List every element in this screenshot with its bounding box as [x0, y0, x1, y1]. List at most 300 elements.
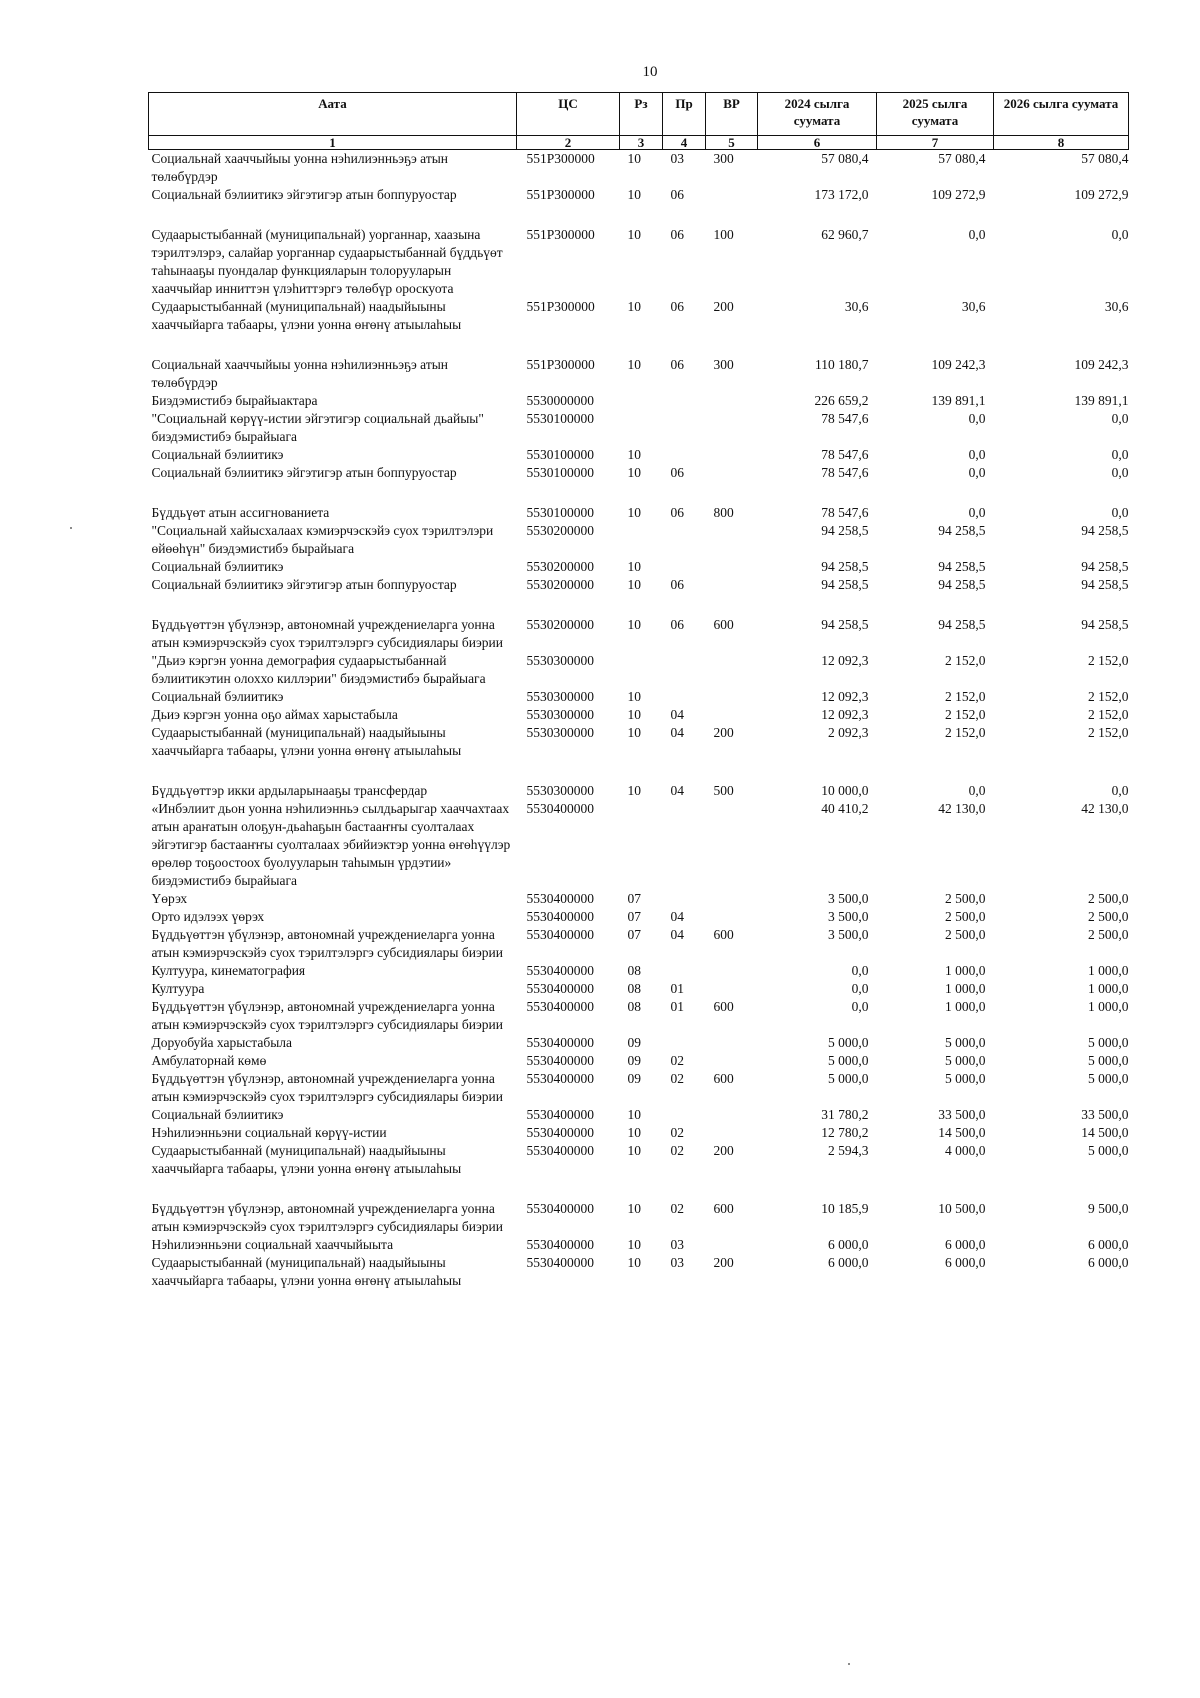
- table-row: [149, 186, 1129, 226]
- table-row: [149, 1236, 1129, 1254]
- row-rz-cell: 10: [627, 505, 641, 520]
- row-rz-cell: 10: [627, 577, 641, 592]
- row-rz-cell: 10: [627, 1107, 641, 1122]
- row-cs-cell: 5530400000: [526, 1053, 594, 1068]
- row-2025-cell: 1 000,0: [945, 963, 986, 978]
- row-name-cell: "Социальнай хайысхалаах кэмиэрчэскэйэ суох тэрилтэлэри өйөөһүн" биэдэмистибэ бырайыага: [151, 523, 494, 556]
- row-2026-cell: 1 000,0: [1088, 963, 1129, 978]
- column-number: 1: [149, 136, 517, 150]
- row-pr-cell: 02: [670, 1071, 684, 1086]
- row-2026-cell: 109 272,9: [1074, 187, 1129, 202]
- row-name-cell: Социальнай бэлиитикэ эйгэтигэр атын боппуруостар: [151, 187, 457, 202]
- row-pr-cell: [663, 1106, 706, 1124]
- row-vr-cell: [706, 1034, 758, 1052]
- row-pr-cell: 01: [670, 981, 684, 996]
- row-2024-cell: 30,6: [844, 299, 869, 314]
- row-cs-cell: 5530400000: [526, 1143, 594, 1158]
- row-name-cell: Социальнай бэлиитикэ: [151, 689, 284, 704]
- table-row: [149, 980, 1129, 998]
- row-pr-cell: 02: [670, 1143, 684, 1158]
- row-cs-cell: 5530100000: [526, 411, 594, 426]
- row-rz-cell: 10: [627, 227, 641, 242]
- row-vr-cell: 100: [713, 227, 734, 242]
- row-rz-cell: 10: [627, 1125, 641, 1140]
- row-2026-cell: 94 258,5: [1081, 559, 1129, 574]
- row-2024-cell: 12 092,3: [821, 653, 869, 668]
- row-vr-cell: [706, 1052, 758, 1070]
- row-pr-cell: 06: [670, 505, 684, 520]
- row-cs-cell: 5530300000: [526, 689, 594, 704]
- header-row: [149, 93, 1129, 136]
- table-row: [149, 652, 1129, 688]
- row-2024-cell: 2 594,3: [828, 1143, 869, 1158]
- row-cs-cell: 5530400000: [526, 1237, 594, 1252]
- row-cs-cell: 5530400000: [526, 1035, 594, 1050]
- row-rz-cell: 09: [627, 1035, 641, 1050]
- row-cs-cell: 5530300000: [526, 783, 594, 798]
- row-2024-cell: 31 780,2: [821, 1107, 869, 1122]
- row-cs-cell: 5530400000: [526, 1107, 594, 1122]
- row-rz-cell: 10: [627, 151, 641, 166]
- row-name-cell: Бүддьүөттэн үбүлэнэр, автономнай учреждениеларга уонна атын кэмиэрчэскэйэ суох тэрилтэлэргэ субсидиялары биэрии: [151, 1201, 503, 1234]
- row-pr-cell: [663, 522, 706, 558]
- column-number: 7: [877, 136, 994, 150]
- table-row: [149, 410, 1129, 446]
- row-rz-cell: 10: [627, 465, 641, 480]
- row-cs-cell: 5530200000: [526, 559, 594, 574]
- row-cs-cell: 5530400000: [526, 1255, 594, 1270]
- row-2025-cell: 109 242,3: [931, 357, 986, 372]
- row-2025-cell: 109 272,9: [931, 187, 986, 202]
- row-2025-cell: 14 500,0: [938, 1125, 986, 1140]
- table-body: [149, 150, 1129, 1291]
- row-name-cell: Судаарыстыбаннай (муниципальнай) наадыйыыны хааччыйарга табаары, үлэни уонна өҥөнү атыылаһыы: [151, 1255, 462, 1288]
- row-vr-cell: 600: [713, 617, 734, 632]
- row-2024-cell: 78 547,6: [821, 411, 869, 426]
- row-name-cell: Социальнай бэлиитикэ: [151, 559, 284, 574]
- table-row: [149, 962, 1129, 980]
- row-rz-cell: 10: [627, 689, 641, 704]
- row-2026-cell: 6 000,0: [1088, 1237, 1129, 1252]
- column-number: 2: [517, 136, 620, 150]
- row-rz-cell: 10: [627, 783, 641, 798]
- row-vr-cell: 600: [713, 927, 734, 942]
- row-2026-cell: 5 000,0: [1088, 1035, 1129, 1050]
- header-name: Аата: [149, 93, 517, 136]
- row-rz-cell: 07: [627, 927, 641, 942]
- row-rz-cell: 09: [627, 1071, 641, 1086]
- row-2026-cell: 30,6: [1104, 299, 1129, 314]
- row-pr-cell: [663, 800, 706, 890]
- row-cs-cell: 5530100000: [526, 447, 594, 462]
- row-2024-cell: 12 092,3: [821, 707, 869, 722]
- row-vr-cell: [706, 410, 758, 446]
- row-name-cell: Нэһилиэнньэни социальнай көрүү-истии: [151, 1125, 387, 1140]
- row-2025-cell: 30,6: [961, 299, 986, 314]
- row-2024-cell: 3 500,0: [828, 927, 869, 942]
- row-name-cell: Социальнай хааччыйыы уонна нэһилиэнньэҕэ атын төлөбүрдэр: [151, 151, 449, 184]
- row-vr-cell: [706, 446, 758, 464]
- row-cs-cell: 551Р300000: [526, 151, 595, 166]
- table-row: [149, 504, 1129, 522]
- row-2024-cell: 62 960,7: [821, 227, 869, 242]
- row-2024-cell: 12 780,2: [821, 1125, 869, 1140]
- row-rz-cell: 10: [627, 299, 641, 314]
- row-2026-cell: 5 000,0: [1088, 1071, 1129, 1086]
- row-2026-cell: 109 242,3: [1074, 357, 1129, 372]
- row-name-cell: Амбулаторнай көмө: [151, 1053, 267, 1068]
- row-name-cell: Нэһилиэнньэни социальнай хааччыйыыта: [151, 1237, 394, 1252]
- table-row: [149, 522, 1129, 558]
- row-2024-cell: 94 258,5: [821, 617, 869, 632]
- row-cs-cell: 5530400000: [526, 1125, 594, 1140]
- row-rz-cell: 07: [627, 909, 641, 924]
- row-2025-cell: 1 000,0: [945, 981, 986, 996]
- table-row: [149, 392, 1129, 410]
- row-2026-cell: 2 152,0: [1088, 689, 1129, 704]
- table-row: [149, 464, 1129, 504]
- row-2025-cell: 4 000,0: [945, 1143, 986, 1158]
- row-2025-cell: 94 258,5: [938, 559, 986, 574]
- row-cs-cell: 5530000000: [526, 393, 594, 408]
- row-2025-cell: 5 000,0: [945, 1071, 986, 1086]
- row-cs-cell: 5530200000: [526, 617, 594, 632]
- row-2025-cell: 5 000,0: [945, 1053, 986, 1068]
- column-number: 3: [620, 136, 663, 150]
- row-name-cell: "Социальнай көрүү-истии эйгэтигэр социальнай дьайыы" биэдэмистибэ бырайыага: [151, 411, 484, 444]
- row-name-cell: Бүддьүөттэн үбүлэнэр, автономнай учреждениеларга уонна атын кэмиэрчэскэйэ суох тэрилтэлэргэ субсидиялары биэрии: [151, 999, 503, 1032]
- row-cs-cell: 5530300000: [526, 725, 594, 740]
- budget-table-container: [148, 92, 1128, 1290]
- row-cs-cell: 5530300000: [526, 653, 594, 668]
- table-row: [149, 908, 1129, 926]
- row-pr-cell: 02: [670, 1125, 684, 1140]
- header-2026: 2026 сылга суумата: [994, 93, 1129, 136]
- budget-table: [148, 92, 1129, 1290]
- row-vr-cell: 600: [713, 1071, 734, 1086]
- row-cs-cell: 5530400000: [526, 963, 594, 978]
- row-2024-cell: 78 547,6: [821, 447, 869, 462]
- table-row: [149, 1070, 1129, 1106]
- row-name-cell: Бүддьүөт атын ассигнованиета: [151, 505, 330, 520]
- row-2025-cell: 1 000,0: [945, 999, 986, 1014]
- table-row: [149, 150, 1129, 187]
- row-2024-cell: 3 500,0: [828, 891, 869, 906]
- row-cs-cell: 5530400000: [526, 909, 594, 924]
- row-pr-cell: 04: [670, 927, 684, 942]
- row-vr-cell: [706, 890, 758, 908]
- column-number: 6: [758, 136, 877, 150]
- row-vr-cell: [706, 522, 758, 558]
- row-pr-cell: 06: [670, 187, 684, 202]
- row-2025-cell: 0,0: [968, 411, 986, 426]
- row-rz-cell: [620, 392, 663, 410]
- row-vr-cell: 600: [713, 999, 734, 1014]
- row-rz-cell: [620, 800, 663, 890]
- row-2026-cell: 139 891,1: [1074, 393, 1129, 408]
- row-2025-cell: 2 500,0: [945, 909, 986, 924]
- row-rz-cell: 08: [627, 999, 641, 1014]
- row-vr-cell: [706, 464, 758, 504]
- table-row: [149, 706, 1129, 724]
- row-pr-cell: 03: [670, 1255, 684, 1270]
- row-pr-cell: [663, 392, 706, 410]
- row-name-cell: Социальнай бэлиитикэ: [151, 1107, 284, 1122]
- table-row: [149, 782, 1129, 800]
- row-pr-cell: 02: [670, 1201, 684, 1216]
- header-cs: ЦС: [517, 93, 620, 136]
- row-name-cell: Судаарыстыбаннай (муниципальнай) наадыйыыны хааччыйарга табаары, үлэни уонна өҥөнү атыылаһыы: [151, 299, 462, 332]
- row-2025-cell: 33 500,0: [938, 1107, 986, 1122]
- row-2025-cell: 57 080,4: [938, 151, 986, 166]
- row-rz-cell: 08: [627, 963, 641, 978]
- row-2024-cell: 94 258,5: [821, 559, 869, 574]
- row-pr-cell: [663, 962, 706, 980]
- row-vr-cell: [706, 688, 758, 706]
- row-cs-cell: 5530400000: [526, 999, 594, 1014]
- row-2026-cell: 33 500,0: [1081, 1107, 1129, 1122]
- row-rz-cell: 10: [627, 725, 641, 740]
- row-2026-cell: 2 152,0: [1088, 653, 1129, 668]
- row-2025-cell: 2 152,0: [945, 725, 986, 740]
- row-pr-cell: 06: [670, 227, 684, 242]
- table-row: [149, 356, 1129, 392]
- row-name-cell: Социальнай хааччыйыы уонна нэһилиэнньэҕэ атын төлөбүрдэр: [151, 357, 449, 390]
- row-name-cell: Орто идэлээх үөрэх: [151, 909, 265, 924]
- row-vr-cell: 800: [713, 505, 734, 520]
- row-vr-cell: [706, 392, 758, 410]
- row-2024-cell: 3 500,0: [828, 909, 869, 924]
- table-row: [149, 926, 1129, 962]
- row-pr-cell: 02: [670, 1053, 684, 1068]
- row-pr-cell: [663, 558, 706, 576]
- row-2024-cell: 94 258,5: [821, 577, 869, 592]
- row-rz-cell: 10: [627, 1237, 641, 1252]
- row-rz-cell: 10: [627, 1255, 641, 1270]
- row-2026-cell: 0,0: [1111, 783, 1129, 798]
- row-vr-cell: [706, 800, 758, 890]
- row-2025-cell: 0,0: [968, 227, 986, 242]
- row-pr-cell: 06: [670, 357, 684, 372]
- header-rz: Рз: [620, 93, 663, 136]
- row-rz-cell: 10: [627, 559, 641, 574]
- row-rz-cell: [620, 410, 663, 446]
- row-rz-cell: 10: [627, 357, 641, 372]
- table-row: [149, 226, 1129, 298]
- row-2024-cell: 78 547,6: [821, 465, 869, 480]
- row-pr-cell: 03: [670, 151, 684, 166]
- row-2025-cell: 6 000,0: [945, 1255, 986, 1270]
- row-pr-cell: [663, 652, 706, 688]
- row-pr-cell: 04: [670, 707, 684, 722]
- row-2026-cell: 2 500,0: [1088, 909, 1129, 924]
- row-name-cell: Социальнай бэлиитикэ эйгэтигэр атын боппуруостар: [151, 465, 457, 480]
- row-vr-cell: [706, 1106, 758, 1124]
- row-vr-cell: 200: [713, 1143, 734, 1158]
- row-name-cell: Судаарыстыбаннай (муниципальнай) уорганнар, хаазына тэрилтэлэрэ, салайар уорганнар судаарыстыбаннай бүддьүөт таһынааҕы пуондалар функцияларын толорууларын хааччыйар инниттэн үлэһиттэргэ төлөбүр ороскуота: [151, 227, 503, 296]
- row-name-cell: Бүддьүөттэр икки ардыларынааҕы трансфердар: [151, 783, 428, 798]
- row-2024-cell: 226 659,2: [814, 393, 869, 408]
- row-rz-cell: [620, 522, 663, 558]
- table-row: [149, 800, 1129, 890]
- row-vr-cell: 500: [713, 783, 734, 798]
- table-row: [149, 298, 1129, 356]
- row-2026-cell: 94 258,5: [1081, 577, 1129, 592]
- row-pr-cell: [663, 1034, 706, 1052]
- row-rz-cell: 10: [627, 617, 641, 632]
- row-name-cell: Бүддьүөттэн үбүлэнэр, автономнай учреждениеларга уонна атын кэмиэрчэскэйэ суох тэрилтэлэргэ субсидиялары биэрии: [151, 1071, 503, 1104]
- row-name-cell: Култуура: [151, 981, 205, 996]
- row-vr-cell: [706, 962, 758, 980]
- row-vr-cell: [706, 706, 758, 724]
- row-cs-cell: 5530400000: [526, 927, 594, 942]
- row-vr-cell: 200: [713, 725, 734, 740]
- row-vr-cell: [706, 186, 758, 226]
- row-2025-cell: 6 000,0: [945, 1237, 986, 1252]
- row-rz-cell: 10: [627, 447, 641, 462]
- header-pr: Пр: [663, 93, 706, 136]
- row-vr-cell: 200: [713, 1255, 734, 1270]
- row-2026-cell: 42 130,0: [1081, 801, 1129, 816]
- row-2024-cell: 78 547,6: [821, 505, 869, 520]
- row-cs-cell: 551Р300000: [526, 357, 595, 372]
- table-row: [149, 558, 1129, 576]
- row-vr-cell: [706, 1124, 758, 1142]
- row-pr-cell: 03: [670, 1237, 684, 1252]
- row-vr-cell: [706, 980, 758, 998]
- row-name-cell: Социальнай бэлиитикэ: [151, 447, 284, 462]
- row-cs-cell: 5530200000: [526, 523, 594, 538]
- row-rz-cell: 10: [627, 1201, 641, 1216]
- row-2026-cell: 0,0: [1111, 465, 1129, 480]
- row-pr-cell: 06: [670, 299, 684, 314]
- row-rz-cell: 10: [627, 707, 641, 722]
- row-2024-cell: 5 000,0: [828, 1035, 869, 1050]
- row-2026-cell: 57 080,4: [1081, 151, 1129, 166]
- table-row: [149, 1142, 1129, 1200]
- row-name-cell: Социальнай бэлиитикэ эйгэтигэр атын боппуруостар: [151, 577, 457, 592]
- row-2024-cell: 40 410,2: [821, 801, 869, 816]
- row-2024-cell: 10 000,0: [821, 783, 869, 798]
- row-pr-cell: [663, 446, 706, 464]
- header-2025: 2025 сылга суумата: [877, 93, 994, 136]
- row-2026-cell: 2 152,0: [1088, 725, 1129, 740]
- row-name-cell: Бүддьүөттэн үбүлэнэр, автономнай учреждениеларга уонна атын кэмиэрчэскэйэ суох тэрилтэлэргэ субсидиялары биэрии: [151, 617, 503, 650]
- row-2024-cell: 5 000,0: [828, 1071, 869, 1086]
- row-vr-cell: 200: [713, 299, 734, 314]
- row-2025-cell: 0,0: [968, 505, 986, 520]
- row-2024-cell: 0,0: [851, 981, 869, 996]
- row-2026-cell: 0,0: [1111, 505, 1129, 520]
- row-2026-cell: 2 500,0: [1088, 891, 1129, 906]
- table-row: [149, 998, 1129, 1034]
- row-cs-cell: 551Р300000: [526, 227, 595, 242]
- table-row: [149, 688, 1129, 706]
- row-2025-cell: 2 500,0: [945, 891, 986, 906]
- row-2024-cell: 5 000,0: [828, 1053, 869, 1068]
- row-pr-cell: [663, 410, 706, 446]
- row-2026-cell: 9 500,0: [1088, 1201, 1129, 1216]
- row-2025-cell: 94 258,5: [938, 577, 986, 592]
- table-row: [149, 1034, 1129, 1052]
- header-2024: 2024 сылга суумата: [758, 93, 877, 136]
- row-cs-cell: 5530400000: [526, 981, 594, 996]
- row-2025-cell: 2 152,0: [945, 707, 986, 722]
- row-vr-cell: [706, 652, 758, 688]
- row-2024-cell: 57 080,4: [821, 151, 869, 166]
- row-cs-cell: 5530100000: [526, 465, 594, 480]
- table-row: [149, 890, 1129, 908]
- row-name-cell: Бүддьүөттэн үбүлэнэр, автономнай учреждениеларга уонна атын кэмиэрчэскэйэ суох тэрилтэлэргэ субсидиялары биэрии: [151, 927, 503, 960]
- row-cs-cell: 5530300000: [526, 707, 594, 722]
- row-2024-cell: 0,0: [851, 999, 869, 1014]
- row-2024-cell: 2 092,3: [828, 725, 869, 740]
- row-2026-cell: 14 500,0: [1081, 1125, 1129, 1140]
- row-name-cell: Судаарыстыбаннай (муниципальнай) наадыйыыны хааччыйарга табаары, үлэни уонна өҥөнү атыылаһыы: [151, 725, 462, 758]
- table-row: [149, 1124, 1129, 1142]
- row-pr-cell: 01: [670, 999, 684, 1014]
- row-2025-cell: 2 152,0: [945, 653, 986, 668]
- row-2026-cell: 0,0: [1111, 447, 1129, 462]
- row-2025-cell: 94 258,5: [938, 617, 986, 632]
- row-cs-cell: 5530400000: [526, 1071, 594, 1086]
- row-rz-cell: 10: [627, 187, 641, 202]
- row-rz-cell: 10: [627, 1143, 641, 1158]
- row-name-cell: Үөрэх: [151, 891, 188, 906]
- row-2026-cell: 6 000,0: [1088, 1255, 1129, 1270]
- row-2025-cell: 94 258,5: [938, 523, 986, 538]
- row-name-cell: «Инбэлиит дьон уонна нэһилиэнньэ сылдьарыгар хааччахтаах атын араҥатын олоҕун-дьаһаҕын бастааҥҥы суолталаах эйгэтигэр бастааҥҥы суолталаах эбийиэктэр уонна өҥөһүүлэр өрөлөр тоҕоостоох буолууларын таһымын үрдэтии» биэдэмистибэ бырайыага: [151, 801, 511, 888]
- row-2025-cell: 2 500,0: [945, 927, 986, 942]
- row-2026-cell: 94 258,5: [1081, 523, 1129, 538]
- row-2026-cell: 5 000,0: [1088, 1143, 1129, 1158]
- row-2026-cell: 0,0: [1111, 411, 1129, 426]
- row-rz-cell: [620, 652, 663, 688]
- row-pr-cell: 06: [670, 465, 684, 480]
- row-cs-cell: 551Р300000: [526, 187, 595, 202]
- row-rz-cell: 07: [627, 891, 641, 906]
- column-number-row: [149, 136, 1129, 150]
- table-row: [149, 616, 1129, 652]
- row-pr-cell: 04: [670, 783, 684, 798]
- row-2025-cell: 42 130,0: [938, 801, 986, 816]
- table-row: [149, 446, 1129, 464]
- table-row: [149, 724, 1129, 782]
- row-2025-cell: 10 500,0: [938, 1201, 986, 1216]
- row-2024-cell: 10 185,9: [821, 1201, 869, 1216]
- row-2026-cell: 2 500,0: [1088, 927, 1129, 942]
- table-row: [149, 1200, 1129, 1236]
- row-vr-cell: 600: [713, 1201, 734, 1216]
- scan-speck: [70, 527, 72, 529]
- page-number: 10: [642, 64, 658, 80]
- row-2024-cell: 173 172,0: [814, 187, 869, 202]
- row-2026-cell: 2 152,0: [1088, 707, 1129, 722]
- row-rz-cell: 09: [627, 1053, 641, 1068]
- row-pr-cell: 04: [670, 909, 684, 924]
- row-name-cell: Доруобуйа харыстабыла: [151, 1035, 292, 1050]
- row-name-cell: Судаарыстыбаннай (муниципальнай) наадыйыыны хааччыйарга табаары, үлэни уонна өҥөнү атыылаһыы: [151, 1143, 462, 1176]
- row-pr-cell: [663, 890, 706, 908]
- row-2024-cell: 6 000,0: [828, 1255, 869, 1270]
- row-2026-cell: 1 000,0: [1088, 981, 1129, 996]
- row-vr-cell: 300: [713, 151, 734, 166]
- row-name-cell: Дьиэ кэргэн уонна оҕо аймах харыстабыла: [151, 707, 398, 722]
- row-pr-cell: 06: [670, 617, 684, 632]
- column-number: 4: [663, 136, 706, 150]
- row-vr-cell: [706, 1236, 758, 1254]
- row-2025-cell: 0,0: [968, 465, 986, 480]
